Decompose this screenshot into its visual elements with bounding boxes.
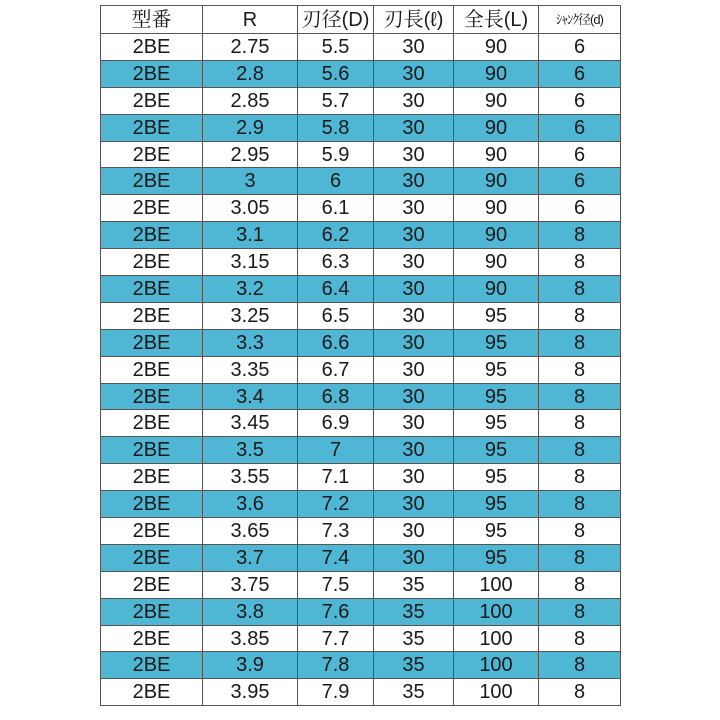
- cell-blade-diameter: 7.5: [298, 571, 374, 598]
- header-model: 型番: [101, 6, 203, 34]
- table-row: [101, 679, 621, 706]
- table-row: [101, 222, 621, 249]
- cell-model: 2BE: [101, 276, 203, 303]
- table-row: [101, 571, 621, 598]
- cell-blade-length: 30: [374, 437, 454, 464]
- cell-overall-length: 90: [454, 168, 539, 195]
- cell-radius: 3.05: [203, 195, 298, 222]
- cell-shank-diameter: 6: [539, 195, 621, 222]
- cell-radius: 3.8: [203, 598, 298, 625]
- cell-blade-length: 30: [374, 276, 454, 303]
- cell-overall-length: 100: [454, 679, 539, 706]
- cell-blade-diameter: 7.7: [298, 625, 374, 652]
- table-row: [101, 87, 621, 114]
- cell-shank-diameter: 8: [539, 518, 621, 545]
- table-row: [101, 249, 621, 276]
- cell-model: 2BE: [101, 302, 203, 329]
- cell-shank-diameter: 8: [539, 544, 621, 571]
- cell-model: 2BE: [101, 544, 203, 571]
- cell-radius: 3.25: [203, 302, 298, 329]
- cell-radius: 2.85: [203, 87, 298, 114]
- spec-table: [100, 5, 621, 706]
- cell-model: 2BE: [101, 60, 203, 87]
- cell-shank-diameter: 8: [539, 625, 621, 652]
- cell-shank-diameter: 8: [539, 464, 621, 491]
- header-row: [101, 6, 621, 34]
- cell-blade-length: 30: [374, 356, 454, 383]
- cell-overall-length: 100: [454, 625, 539, 652]
- table-row: [101, 625, 621, 652]
- cell-blade-diameter: 6.5: [298, 302, 374, 329]
- cell-blade-diameter: 6.2: [298, 222, 374, 249]
- cell-radius: 3.85: [203, 625, 298, 652]
- table-row: [101, 491, 621, 518]
- cell-blade-diameter: 7.1: [298, 464, 374, 491]
- header-blade-diameter: 刃径(D): [298, 6, 374, 34]
- table-row: [101, 302, 621, 329]
- cell-shank-diameter: 6: [539, 141, 621, 168]
- cell-blade-length: 30: [374, 141, 454, 168]
- cell-blade-length: 35: [374, 598, 454, 625]
- cell-model: 2BE: [101, 464, 203, 491]
- table-row: [101, 168, 621, 195]
- cell-blade-diameter: 7.6: [298, 598, 374, 625]
- cell-shank-diameter: 8: [539, 302, 621, 329]
- cell-blade-length: 30: [374, 464, 454, 491]
- table-row: [101, 652, 621, 679]
- cell-blade-length: 30: [374, 168, 454, 195]
- cell-model: 2BE: [101, 491, 203, 518]
- cell-blade-length: 30: [374, 302, 454, 329]
- cell-overall-length: 95: [454, 383, 539, 410]
- cell-overall-length: 95: [454, 410, 539, 437]
- cell-radius: 3.95: [203, 679, 298, 706]
- cell-blade-diameter: 6.3: [298, 249, 374, 276]
- cell-overall-length: 95: [454, 356, 539, 383]
- table-row: [101, 383, 621, 410]
- cell-shank-diameter: 6: [539, 114, 621, 141]
- cell-shank-diameter: 8: [539, 679, 621, 706]
- cell-overall-length: 90: [454, 114, 539, 141]
- table-row: [101, 356, 621, 383]
- cell-overall-length: 100: [454, 571, 539, 598]
- header-shank-diameter: ｼｬﾝｸ径(d): [539, 6, 621, 34]
- cell-shank-diameter: 8: [539, 598, 621, 625]
- cell-blade-diameter: 6.7: [298, 356, 374, 383]
- cell-blade-length: 35: [374, 625, 454, 652]
- cell-radius: 3.75: [203, 571, 298, 598]
- header-overall-length: 全長(L): [454, 6, 539, 34]
- cell-blade-diameter: 6.6: [298, 329, 374, 356]
- cell-overall-length: 95: [454, 437, 539, 464]
- cell-model: 2BE: [101, 598, 203, 625]
- cell-blade-diameter: 5.9: [298, 141, 374, 168]
- table-header: [101, 6, 621, 34]
- cell-blade-diameter: 6.8: [298, 383, 374, 410]
- cell-blade-diameter: 7.9: [298, 679, 374, 706]
- table-row: [101, 60, 621, 87]
- header-blade-length: 刃長(ℓ): [374, 6, 454, 34]
- cell-overall-length: 90: [454, 195, 539, 222]
- cell-radius: 3.5: [203, 437, 298, 464]
- cell-overall-length: 90: [454, 87, 539, 114]
- cell-model: 2BE: [101, 571, 203, 598]
- cell-model: 2BE: [101, 195, 203, 222]
- cell-radius: 3.1: [203, 222, 298, 249]
- cell-overall-length: 90: [454, 60, 539, 87]
- cell-model: 2BE: [101, 329, 203, 356]
- cell-shank-diameter: 6: [539, 168, 621, 195]
- cell-shank-diameter: 8: [539, 222, 621, 249]
- table-body: [101, 34, 621, 706]
- cell-model: 2BE: [101, 87, 203, 114]
- cell-overall-length: 95: [454, 464, 539, 491]
- cell-model: 2BE: [101, 222, 203, 249]
- cell-blade-diameter: 7: [298, 437, 374, 464]
- cell-overall-length: 90: [454, 34, 539, 61]
- cell-radius: 3.4: [203, 383, 298, 410]
- cell-blade-diameter: 7.8: [298, 652, 374, 679]
- cell-overall-length: 95: [454, 518, 539, 545]
- cell-shank-diameter: 8: [539, 437, 621, 464]
- cell-blade-length: 30: [374, 544, 454, 571]
- cell-blade-diameter: 6.9: [298, 410, 374, 437]
- cell-radius: 2.95: [203, 141, 298, 168]
- cell-blade-length: 30: [374, 114, 454, 141]
- table-row: [101, 544, 621, 571]
- table-row: [101, 114, 621, 141]
- cell-model: 2BE: [101, 141, 203, 168]
- cell-overall-length: 95: [454, 544, 539, 571]
- cell-radius: 3.6: [203, 491, 298, 518]
- cell-overall-length: 90: [454, 276, 539, 303]
- cell-overall-length: 100: [454, 652, 539, 679]
- cell-radius: 3.3: [203, 329, 298, 356]
- cell-model: 2BE: [101, 652, 203, 679]
- cell-blade-length: 30: [374, 87, 454, 114]
- table-row: [101, 437, 621, 464]
- cell-model: 2BE: [101, 518, 203, 545]
- table-row: [101, 34, 621, 61]
- cell-radius: 3.65: [203, 518, 298, 545]
- cell-model: 2BE: [101, 34, 203, 61]
- cell-blade-length: 30: [374, 383, 454, 410]
- cell-blade-diameter: 7.3: [298, 518, 374, 545]
- cell-model: 2BE: [101, 437, 203, 464]
- cell-blade-diameter: 5.8: [298, 114, 374, 141]
- cell-shank-diameter: 8: [539, 249, 621, 276]
- cell-blade-diameter: 6.4: [298, 276, 374, 303]
- cell-model: 2BE: [101, 356, 203, 383]
- cell-shank-diameter: 8: [539, 356, 621, 383]
- cell-model: 2BE: [101, 383, 203, 410]
- cell-overall-length: 95: [454, 329, 539, 356]
- cell-blade-diameter: 7.4: [298, 544, 374, 571]
- cell-blade-diameter: 5.7: [298, 87, 374, 114]
- cell-overall-length: 95: [454, 491, 539, 518]
- cell-shank-diameter: 6: [539, 60, 621, 87]
- cell-blade-diameter: 5.5: [298, 34, 374, 61]
- cell-shank-diameter: 6: [539, 34, 621, 61]
- cell-shank-diameter: 8: [539, 410, 621, 437]
- table-row: [101, 410, 621, 437]
- table-row: [101, 276, 621, 303]
- cell-radius: 2.9: [203, 114, 298, 141]
- cell-model: 2BE: [101, 168, 203, 195]
- cell-blade-length: 30: [374, 60, 454, 87]
- cell-blade-diameter: 6: [298, 168, 374, 195]
- cell-model: 2BE: [101, 249, 203, 276]
- cell-radius: 3.7: [203, 544, 298, 571]
- cell-radius: 3.2: [203, 276, 298, 303]
- cell-radius: 3.9: [203, 652, 298, 679]
- cell-blade-length: 30: [374, 34, 454, 61]
- cell-shank-diameter: 8: [539, 276, 621, 303]
- cell-radius: 3.15: [203, 249, 298, 276]
- cell-blade-length: 35: [374, 679, 454, 706]
- cell-overall-length: 95: [454, 302, 539, 329]
- cell-model: 2BE: [101, 625, 203, 652]
- cell-blade-diameter: 6.1: [298, 195, 374, 222]
- table-row: [101, 195, 621, 222]
- cell-blade-length: 30: [374, 195, 454, 222]
- cell-blade-diameter: 5.6: [298, 60, 374, 87]
- table-row: [101, 329, 621, 356]
- cell-blade-length: 30: [374, 222, 454, 249]
- cell-model: 2BE: [101, 679, 203, 706]
- cell-blade-length: 35: [374, 652, 454, 679]
- cell-radius: 2.8: [203, 60, 298, 87]
- cell-overall-length: 90: [454, 141, 539, 168]
- cell-shank-diameter: 8: [539, 571, 621, 598]
- table-row: [101, 598, 621, 625]
- cell-overall-length: 90: [454, 249, 539, 276]
- cell-shank-diameter: 8: [539, 491, 621, 518]
- cell-blade-length: 30: [374, 491, 454, 518]
- cell-overall-length: 100: [454, 598, 539, 625]
- cell-radius: 3.55: [203, 464, 298, 491]
- cell-radius: 3.45: [203, 410, 298, 437]
- cell-blade-length: 30: [374, 518, 454, 545]
- cell-shank-diameter: 6: [539, 87, 621, 114]
- cell-blade-length: 30: [374, 410, 454, 437]
- cell-shank-diameter: 8: [539, 329, 621, 356]
- cell-blade-length: 30: [374, 249, 454, 276]
- cell-radius: 2.75: [203, 34, 298, 61]
- table-row: [101, 518, 621, 545]
- header-radius: R: [203, 6, 298, 34]
- cell-shank-diameter: 8: [539, 652, 621, 679]
- cell-overall-length: 90: [454, 222, 539, 249]
- cell-model: 2BE: [101, 114, 203, 141]
- cell-blade-length: 35: [374, 571, 454, 598]
- spec-table-container: [100, 5, 620, 706]
- cell-radius: 3: [203, 168, 298, 195]
- cell-blade-length: 30: [374, 329, 454, 356]
- cell-shank-diameter: 8: [539, 383, 621, 410]
- cell-model: 2BE: [101, 410, 203, 437]
- cell-radius: 3.35: [203, 356, 298, 383]
- cell-blade-diameter: 7.2: [298, 491, 374, 518]
- table-row: [101, 464, 621, 491]
- table-row: [101, 141, 621, 168]
